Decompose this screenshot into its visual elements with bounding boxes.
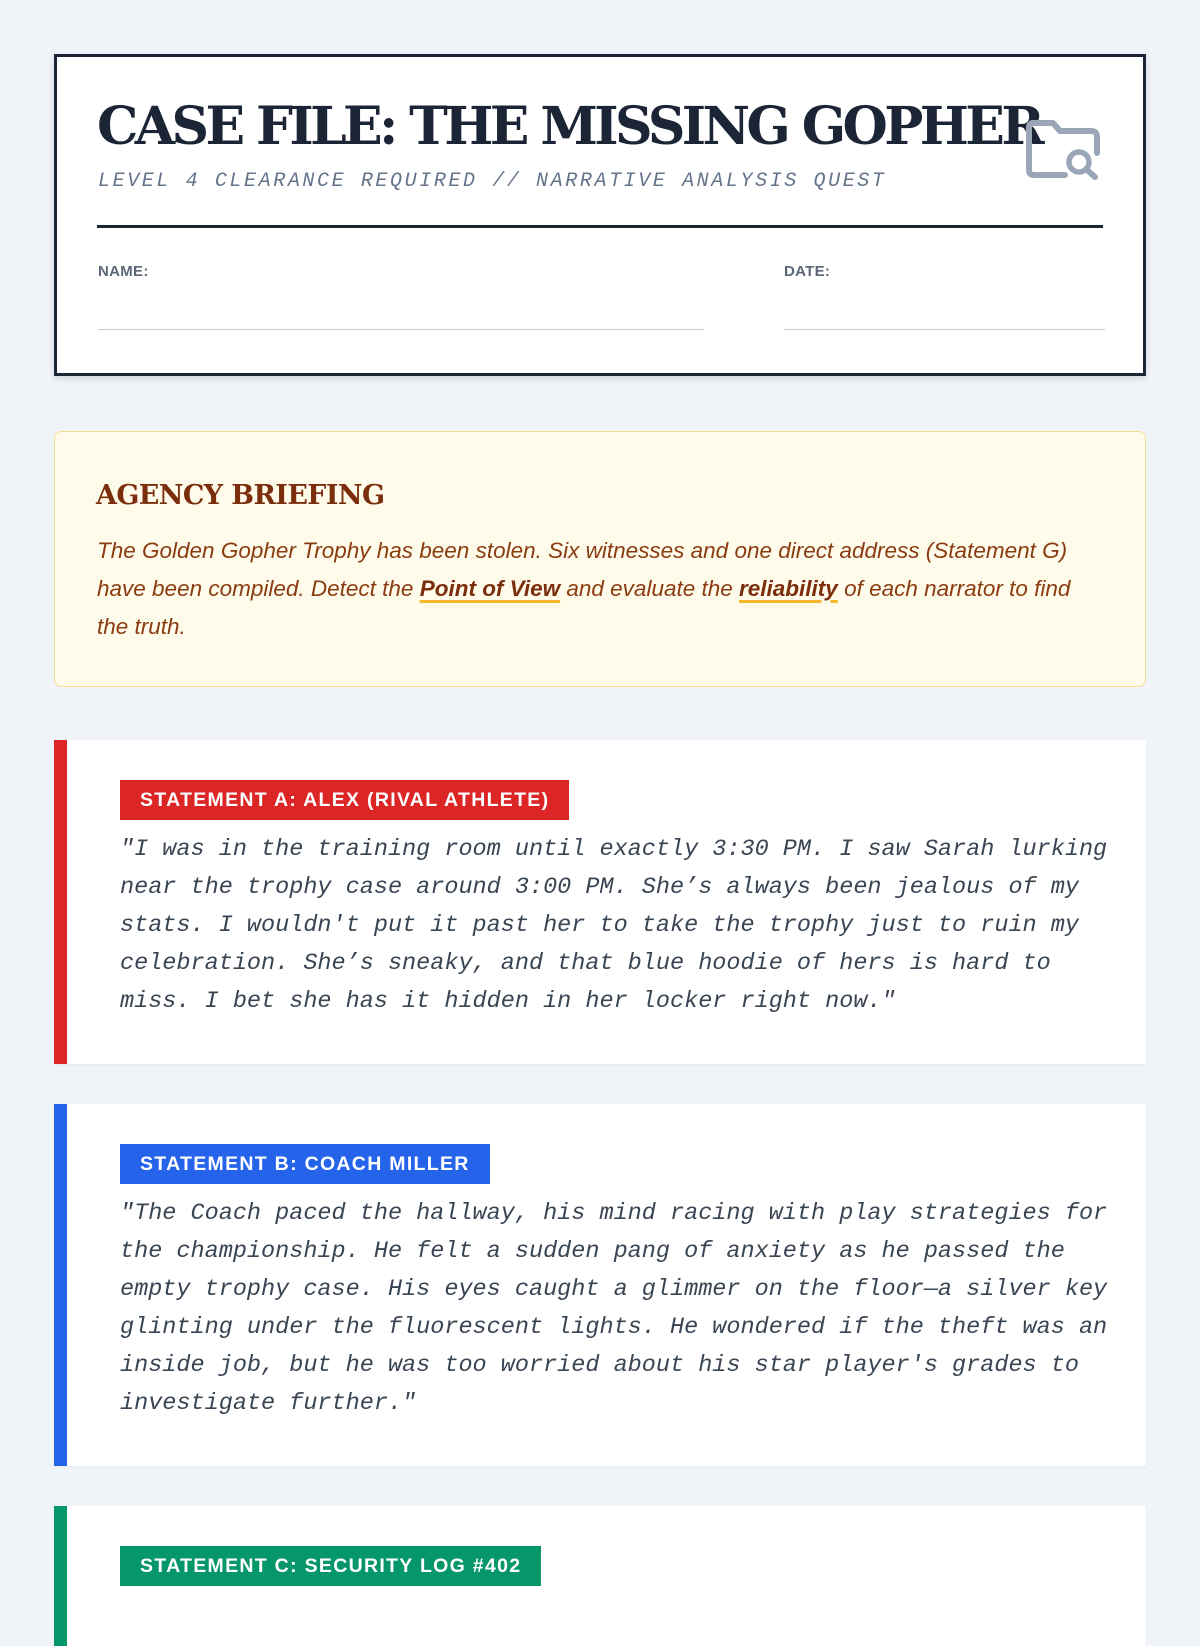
date-field[interactable] [784,329,1105,330]
statement-badge: STATEMENT C: SECURITY LOG #402 [120,1546,541,1586]
briefing-text-part: The Golden Gopher Trophy has been stolen. Six witnesses and one direct address (Statement G) have been compiled. Detect the [97,538,1068,601]
header-divider [97,225,1103,228]
statement-badge: STATEMENT B: COACH MILLER [120,1144,490,1184]
date-label: DATE: [784,263,831,280]
statement-badge: STATEMENT A: ALEX (RIVAL ATHLETE) [120,780,569,820]
statement-a [54,740,1146,1064]
briefing-text-part: of each narrator to find the truth. [97,576,1071,639]
clearance-subtitle: LEVEL 4 CLEARANCE REQUIRED // NARRATIVE ANALYSIS QUEST [98,170,887,193]
briefing-text [97,532,1107,646]
statement-b [54,1104,1146,1466]
page-title: CASE FILE: THE MISSING GOPHER [97,96,1041,157]
keyword-point-of-view: Point of View [419,576,561,601]
statement-text: "The Coach paced the hallway, his mind racing with play strategies for the championship. He felt a sudden pang of anxiety as he passed the empty trophy case. His eyes caught a glimmer on the floor—a silver key glinting under the fluorescent lights. He wondered if the theft was an inside job, but he was too worried about his star player's grades to investigate further." [120,1200,1108,1417]
briefing-text-part: and evaluate the [560,576,740,601]
folder-search-icon [1025,115,1103,181]
name-label: NAME: [98,263,149,280]
agency-briefing [54,431,1146,687]
keyword-reliability: reliability [739,576,838,601]
statement-text: "I was in the training room until exactly 3:30 PM. I saw Sarah lurking near the trophy case around 3:00 PM. She’s always been jealous of my stats. I wouldn't put it past her to take the trophy just to ruin my celebration. She’s sneaky, and that blue hoodie of hers is hard to miss. I bet she has it hidden in her locker right now." [120,836,1108,1015]
name-field[interactable] [98,329,704,330]
briefing-title: AGENCY BRIEFING [96,480,385,511]
case-file-header [54,54,1146,376]
statement-c [54,1506,1146,1646]
